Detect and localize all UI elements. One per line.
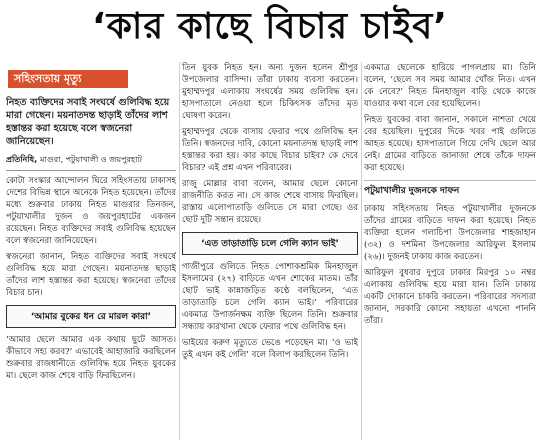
paragraph: ‘আমার ছেলে আমার এক কথায় ছুটে আসত। কীভাবে সহ্য করব?’ এভাবেই আহাজারি করছিলেন শুক্রবার রাজধানীতে গুলিবিদ্ধ হয়ে নিহত যুবকের মা। ছেলে কাজ শেষে বাড়ি ফিরছিলেন। [6,335,176,381]
paragraph: মুহাম্মদপুর থেকে বাসায় ফেরার পথে গুলিবিদ্ধ হন তিনি। স্বজনদের দাবি, কোনো ময়নাতদন্ত ছাড়াই লাশ হস্তান্তর করা হয়। কার কাছে বিচার চাইব? কে দেবে বিচার? এই প্রশ্ন এখন পরিবারের। [182,127,358,173]
subheading: পটুয়াখালীর দুজনকে দাফন [364,180,536,200]
paragraph: গাজীপুরে গুলিতে নিহত পোশাকশ্রমিক মিনহাজুল ইসলামের (২৭) বাড়িতে এখন শোকের মাতম। তাঁর ছোট ভাই কান্নাজড়িত কণ্ঠে বলছিলেন, ‘এত তাড়াতাড়ি চলে গেলি ক্যান ভাই।’ পরিবারের একমাত্র উপার্জনক্ষম ব্যক্তি ছিলেন তিনি। শুক্রবার সন্ধ্যায় কারখানা থেকে ফেরার পথে গুলিবিদ্ধ হন। [182,262,358,332]
headline: ‘কার কাছে বিচার চাইব’ [92,6,448,47]
byline-places: মাগুরা, পটুয়াখালী ও জয়পুরহাট [39,155,142,164]
paragraph: রাজু মোল্লার বাবা বলেন, আমার ছেলে কোনো রাজনীতি করত না। সে কাজ শেষে বাসায় ফিরছিল। রাস্তায় এলোপাতাড়ি গুলিতে সে মারা গেছে। ওর ছোট দুটি সন্তান রয়েছে। [182,179,358,225]
paragraph: স্বজনেরা জানান, নিহত ব্যক্তিদের সবাই সংঘর্ষে গুলিবিদ্ধ হয়ে মারা গেছেন। ময়নাতদন্ত ছাড়াই তাঁদের লাশ হস্তান্তর করা হয়েছে। স্বজনেরা তাঁদের বিচার চান। [6,252,176,298]
article-column-1 [6,96,176,440]
paragraph: ভাইয়ের করুণ মৃত্যুতে ভেঙে পড়েছেন মা। ‘ও ভাই তুই এখন কই গেলি’ বলে বিলাপ করছিলেন তিনি। [182,338,358,360]
paragraph: নিহত যুবকের বাবা জানান, সকালে নাশতা খেয়ে বের হয়েছিল। দুপুরের দিকে খবর পাই গুলিতে আহত হয়েছে। হাসপাতালে গিয়ে দেখি ছেলে আর নেই। গ্রামের বাড়িতে জানাজা শেষে তাঁকে দাফন করা হয়েছে। [364,115,536,173]
paragraph: তিন যুবক নিহত হন। অন্য দুজন হলেন শ্রীপুর উপজেলার বাসিন্দা। তাঁরা ঢাকায় ব্যবসা করতেন। মুহাম্মদপুর এলাকায় সংঘর্ষের সময় গুলিবিদ্ধ হন। হাসপাতালে নেওয়া হলে চিকিৎসক তাঁদের মৃত ঘোষণা করেন। [182,63,358,121]
column-divider [361,62,362,440]
column-divider [179,62,180,440]
subheading: ‘এত তাড়াতাড়ি চলে গেলি ক্যান ভাই’ [182,232,358,255]
article-column-3 [364,62,536,440]
byline [6,154,176,171]
byline-label: প্রতিনিধি, [6,155,38,164]
pull-quote: ‘আমার বুকের ধন রে মারল কারা’ [6,305,176,328]
paragraph: কোটা সংস্কার আন্দোলন ঘিরে সহিংসতায় ঢাকাসহ দেশের বিভিন্ন স্থানে অনেকে নিহত হয়েছেন। তাঁদের মধ্যে শুক্রবার ঢাকায় নিহত মাগুরার তিনজন, পটুয়াখালীর দুজন ও জয়পুরহাটের একজন রয়েছেন। নিহত ব্যক্তিদের সবাই গুলিবিদ্ধ হয়েছেন বলে স্বজনেরা জানিয়েছেন। [6,176,176,246]
article-column-2 [182,62,358,440]
article-lead: নিহত ব্যক্তিদের সবাই সংঘর্ষে গুলিবিদ্ধ হয়ে মারা গেছেন। ময়নাতদন্ত ছাড়াই তাঁদের লাশ হস্তান্তর করা হয়েছে বলে স্বজনেরা জানিয়েছেন। [6,97,170,147]
section-tag: সহিংসতায় মৃত্যু [8,70,128,88]
paragraph: আরিফুল বুধবার দুপুরে ঢাকার মিরপুর ১০ নম্বর এলাকায় গুলিবিদ্ধ হয়ে মারা যান। তিনি ঢাকায় একটি দোকানে চাকরি করতেন। পরিবারের সদস্যরা জানান, সরকারি কোনো সহায়তা এখনো পাননি তাঁরা। [364,268,536,326]
paragraph: একমাত্র ছেলেকে হারিয়ে পাগলপ্রায় মা। তিনি বলেন, ‘ছেলে সব সময় আমার খোঁজ নিত। এখন কে নেবে?’ নিহত মিনহাজুল বাড়ি থেকে কাজে যাওয়ার কথা বলে বের হয়েছিলেন। [364,63,536,109]
paragraph: ঢাকায় সহিংসতায় নিহত পটুয়াখালীর দুজনকে তাঁদের গ্রামের বাড়িতে দাফন করা হয়েছে। নিহত ব্যক্তিরা হলেন গলাচিপা উপজেলার শাহজাহান (৩২) ও দশমিনা উপজেলার আরিফুল ইসলাম (২৬)। দুজনই ঢাকায় কাজ করতেন। [364,204,536,262]
